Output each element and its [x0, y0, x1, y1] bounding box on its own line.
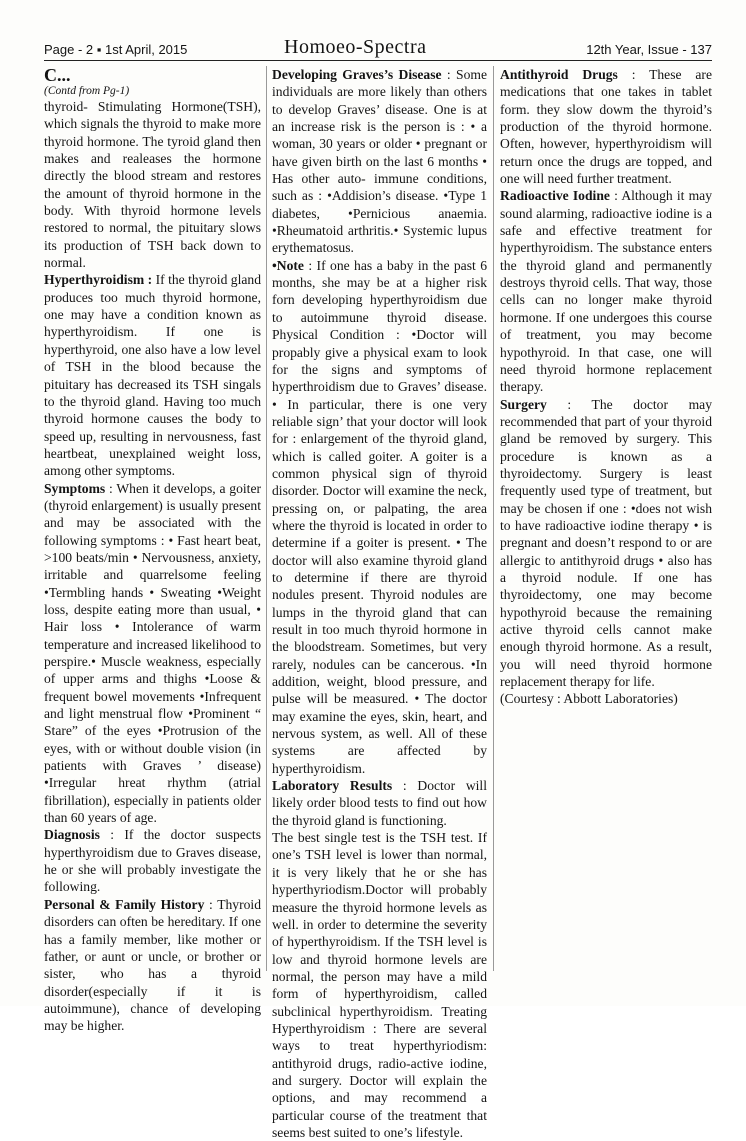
section-heading: Radioactive Iodine [500, 188, 610, 204]
lab-paragraph [272, 777, 487, 829]
page-date: Page - 2 ▪ 1st April, 2015 [44, 42, 188, 57]
section-text: : Doctor will likely order blood tests to find out how the thyroid gland is functioning. [272, 778, 487, 828]
continued-note: (Contd from Pg-1) [44, 85, 130, 97]
graves-paragraph [272, 66, 487, 257]
section-text: : These are medications that one takes in tablet form. they slow dowm the thyroid’s production of the thyroid hormone. Often, however, hyperthyroidism will return once the drugs are topped, and one will need further treatment. [500, 67, 712, 187]
section-heading: Personal & Family History [44, 896, 205, 912]
intro-paragraph: thyroid- Stimulating Hormone(TSH), which signals the thyroid to make more thyroid hormone. The tyroid gland then makes and realeases the hormone directly the blood stream and restores the amount of thyroid hormone in the body. With thyroid hormone levels restored to normal, the pituitary slows its production of TSH back down to normal. [44, 99, 261, 271]
masthead-title: Homoeo-Spectra [284, 36, 427, 58]
section-heading: Antithyroid Drugs [500, 67, 618, 82]
issue-number: 12th Year, Issue - 137 [586, 42, 712, 57]
section-heading: Laboratory Results [272, 778, 393, 794]
section-text: : Thyroid disorders can often be hereditary. If one has a family member, like mother or father, or aunt or uncle, or brother or sister, who has a thyroid disorder(especially if it is autoimmune), chance of developing may be higher. [44, 896, 261, 1034]
hyperthyroidism-paragraph [44, 271, 261, 479]
section-heading: Surgery [500, 396, 547, 412]
section-text: : Some individuals are more likely than others to develop Graves’ disease. One is at an increase risk is the person is : • a woman, 30 years or older • pregnant or have given birth on the last 6 months • Has other auto- immune conditions, such as : •Addision’s disease. •Type 1 diabetes, •Pernicious anaemia. •Rheumatoid arthritis.• Systemic lupus erythematosus. [272, 67, 488, 256]
section-heading: Diagnosis [44, 827, 100, 843]
header-rule [44, 60, 712, 61]
column-divider [493, 66, 494, 971]
section-text: : When it develops, a goiter (thyroid enlargement) is usually present and may be associated with the following symptoms : • Fast heart beat, >100 beats/min • Nervousness, anxiety, irritable and quarrelsome feeling •Termbling hands • Sweating •Weight loss, despite eating more than usual, • Hair loss • Intolerance of warm temperature and increased likelihood to perspire.• Muscle weakness, especially of upper arms and thighs •Loose & frequent bowel movements •Infrequent and light menstrual flow •Prominent “ Stare” of the eyes •Protrusion of the eyes, with or without double vision (in patients with Graves ’ disease) •Irregular hreat rhythm (atrial fibrillation), especially in patients older than 60 years of age. [44, 480, 262, 826]
section-text: : If the doctor suspects hyperthyroidism due to Graves disease, he or she will probably investigate the following. [44, 827, 261, 895]
tsh-paragraph: The best single test is the TSH test. If one’s TSH level is lower than normal, it is very likely that he or she has hyperthyriodism.Doctor will probably measure the thyroid hormone levels as well. in order to determine the severity of hyperthyroidism. If the TSH level is low and thyroid hormone levels are normal, the person may have a mild form of hyperthyroidism, called subclinical hyperthyroidism. Treating Hyperthyroidism : There are several ways to treat hyperthyriodism: antithyroid drugs, radio-active iodine, and surgery. Doctor will explain the options, and may recommend a particular course of the treatment that seems best suited to one’s lifestyle. [272, 830, 487, 1140]
section-text: : Although it may sound alarming, radioactive iodine is a safe and effective treatment for hyperthyroidism. The substance enters the thyroid gland and permanently destroys thyroid cells. That way, those cells can no longer make thyroid hormone. If one undergoes this course of treatment, you may become hypothyroid. In that case, one will need thyroid hormone replacement therapy. [500, 188, 712, 395]
radioactive-paragraph [500, 187, 712, 395]
diagnosis-paragraph [44, 826, 261, 895]
symptoms-paragraph [44, 480, 261, 827]
article-column-1 [44, 65, 262, 1034]
section-heading: Developing Graves’s Disease [272, 67, 442, 82]
section-text: : If one has a baby in the past 6 months, she may be at a higher risk forn developing hyperthyroidism due to autoimmune thyroid disease. Physical Condition : •Doctor will propably give a physical exam to look for the signs and symptoms of hyperthroidism due to Graves’ disease. • In particular, there is one very reliable sign’ that your doctor will look for : enlargement of the thyroid gland, which is called goiter. A goiter is a common physical sign of thyroid disorder. Doctor will examine the neck, pressing on, or palpating, the area where the thyroid is located in order to determine if a goiter is present. • The doctor will also examine thyroid gland to determine if there are thyroid nodules present. Thyroid nodules are lumps in the thyroid gland that can result in too much thyroid hormone in the bloodstream. Sometimes, but very rarely, nodules can be cancerous. •In addition, weight, blood pressure, and pulse will be measured. • The doctor may examine the eyes, skin, heart, and nervous system, as well. All of these systems are affected by hyperthyroidism. [272, 257, 487, 776]
page-header [44, 36, 712, 62]
section-text: If the thyroid gland produces too much thyroid hormone, one may have a condition known as hyperthyroidism. If one is hyperthyroid, one also have a low level of TSH in the blood because the pituitary has decreased its TSH singals to the thyroid gland. Having too much thyroid hormone causes the body to speed up, resulting in nervousness, fast heartbeat, unexplained weight loss, among other symptoms. [44, 272, 262, 479]
history-paragraph [44, 896, 261, 1035]
column-divider [266, 66, 267, 971]
section-heading: Hyperthyroidism : [44, 272, 153, 288]
note-paragraph [272, 257, 487, 777]
surgery-paragraph [500, 396, 712, 691]
section-text: : The doctor may recommended that part of your thyroid gland be removed by surgery. This procedure is known as a thyroidectomy. Surgery is least frequently used type of treatment, but may be chosen if one : •does not wish to have radioactive iodine therapy • is pregnant and doesn’t respond to or are allergic to antithyroid drugs • also has a thyroid nodule. If one has thyroidectomy, one may become hypothyroid because the remaining active thyroid cells cannot make enough thyroid hormone. As a result, you will need thyroid hormone replacement therapy for life. [500, 396, 712, 690]
courtesy-line: (Courtesy : Abbott Laboratories) [500, 691, 678, 707]
antithyroid-paragraph [500, 66, 712, 187]
article-column-2 [272, 66, 488, 1140]
continued-mark: C... [44, 65, 71, 85]
section-heading: Symptoms [44, 480, 106, 496]
section-heading: •Note [272, 257, 304, 273]
article-column-3 [500, 66, 712, 976]
